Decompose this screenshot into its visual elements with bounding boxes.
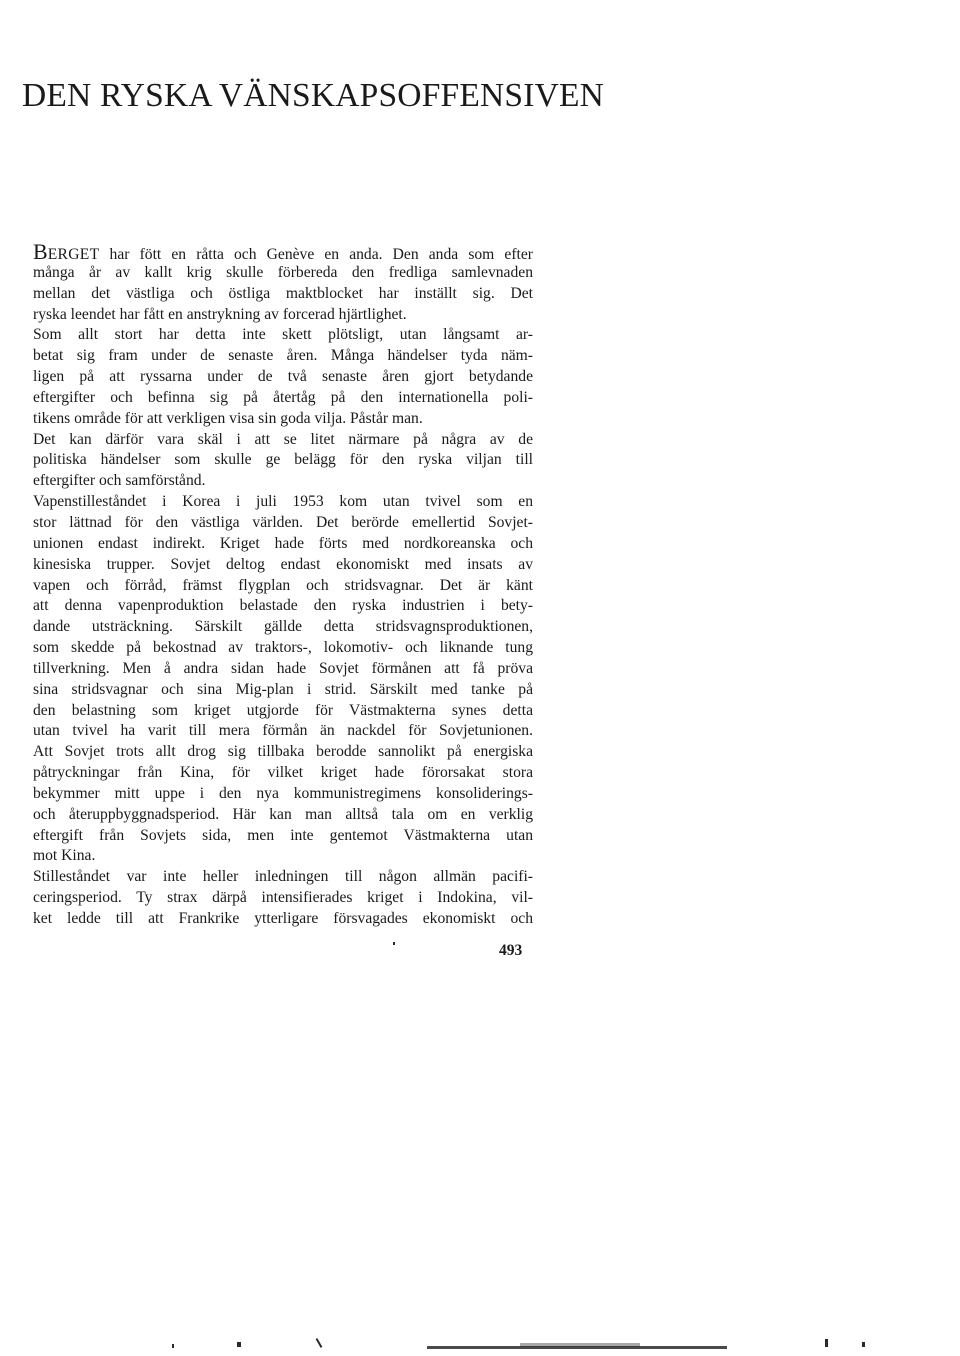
text-line: många år av kallt krig skulle förbereda den fredliga samlevnaden [33,263,533,281]
text-line: dande utsträckning. Särskilt gällde detta stridsvagnsproduktionen, [33,618,533,636]
text-line: Vapenstilleståndet i Korea i juli 1953 kom utan tvivel som en [33,493,533,511]
text-line: eftergift från Sovjets sida, men inte gentemot Västmakterna utan [33,826,533,844]
page-number: 493 [499,942,523,959]
lead-rest: har fött en råtta och Genève en anda. Den anda som efter [99,246,533,263]
text-line: ryska leendet har fått en anstrykning av forcerad hjärtlighet. [33,305,407,323]
lead-caps-word: ERGET [47,246,100,263]
text-line: mot Kina. [33,847,96,865]
text-line: ceringsperiod. Ty strax därpå intensifierades kriget i Indokina, vil- [33,889,533,907]
text-line: politiska händelser som skulle ge belägg för den ryska viljan till [33,451,533,469]
text-line: ligen på att ryssarna under de två senaste åren gjort betydande [33,368,533,386]
text-line: Att Sovjet trots allt drog sig tillbaka berodde sannolikt på energiska [33,743,533,761]
text-line: betat sig fram under de senaste åren. Många händelser tyda näm- [33,347,533,365]
scan-speck [862,1342,865,1347]
text-line: kinesiska trupper. Sovjet deltog endast ekonomiskt med insats av [33,555,533,573]
text-line: utan tvivel ha varit till mera förmån än nackdel för Sovjetunionen. [33,722,533,740]
scan-speck [825,1339,828,1347]
text-line: Som allt stort har detta inte skett plötsligt, utan långsamt ar- [33,326,533,344]
text-line: att denna vapenproduktion belastade den ryska industrien i bety- [33,597,533,615]
text-line: som skedde på bekostnad av traktors-, lokomotiv- och liknande tung [33,639,533,657]
article-lead-line [33,239,533,264]
text-line: vapen och förråd, främst flygplan och stridsvagnar. Det är känt [33,576,533,594]
text-line: unionen endast indirekt. Kriget hade förts med nordkoreanska och [33,534,533,552]
drop-cap: B [33,239,48,264]
text-line: mellan det västliga och östliga maktblocket har inställt sig. Det [33,284,533,302]
scan-speck [316,1338,323,1348]
scan-smudge [520,1343,640,1347]
text-line: tillverkning. Men å andra sidan hade Sovjet förmånen att få pröva [33,659,533,677]
text-line: den belastning som kriget utgjorde för Västmakterna synes detta [33,701,533,719]
text-line: stor lättnad för den västliga världen. Det berörde emellertid Sovjet- [33,513,533,531]
text-line: ket ledde till att Frankrike ytterligare försvagades ekonomiskt och [33,910,533,927]
text-line: eftergifter och samförstånd. [33,472,206,490]
text-line: sina stridsvagnar och sina Mig-plan i strid. Särskilt med tanke på [33,680,533,698]
scan-speck [237,1342,241,1347]
text-line: bekymmer mitt uppe i den nya kommunistregimens konsoliderings- [33,784,533,802]
text-line: påtryckningar från Kina, för vilket kriget hade förorsakat stora [33,764,533,782]
text-line: eftergifter och befinna sig på återtåg på den internationella poli- [33,388,533,406]
article-body [33,239,533,930]
article-title: DEN RYSKA VÄNSKAPSOFFENSIVEN [22,77,605,114]
text-line: tikens område för att verkligen visa sin goda vilja. Påstår man. [33,409,423,427]
text-line: och återuppbyggnadsperiod. Här kan man alltså tala om en verklig [33,805,533,823]
text-line: Det kan därför vara skäl i att se litet närmare på några av de [33,430,533,448]
scan-speck [172,1344,174,1348]
text-line: Stilleståndet var inte heller inledningen till någon allmän pacifi- [33,868,533,886]
scan-speck [393,942,395,945]
